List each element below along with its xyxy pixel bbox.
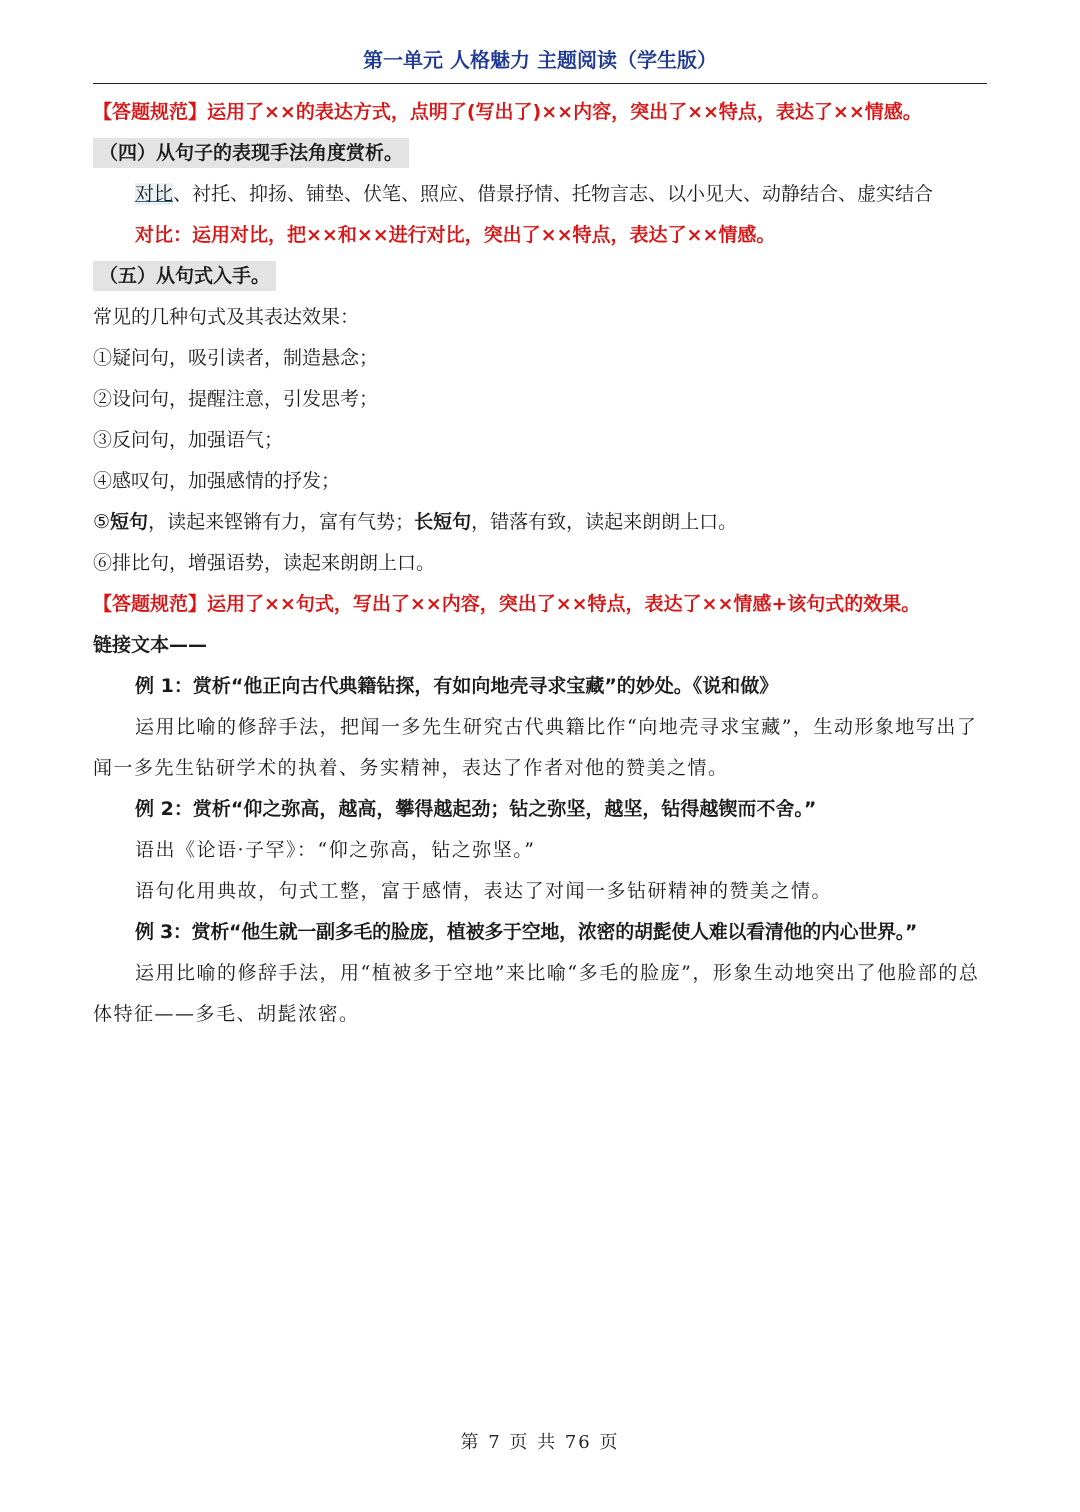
- section5-heading: （五）从句式入手。: [93, 261, 276, 291]
- section4-heading: （四）从句子的表现手法角度赏析。: [93, 138, 409, 168]
- sentence-type-item: ③反问句，加强语气；: [93, 429, 284, 451]
- answer-norm-2: [93, 584, 987, 625]
- contrast-example: 对比：运用对比，把××和××进行对比，突出了××特点，表达了××情感。: [135, 224, 776, 246]
- page-content: [93, 92, 987, 1035]
- example-3-heading: 例 3：赏析“他生就一副多毛的脸庞，植被多于空地，浓密的胡髭使人难以看清他的内心世界。”: [135, 921, 918, 943]
- long-short-sentence-label: 长短句: [414, 511, 472, 533]
- example-2-heading: 例 2：赏析“仰之弥高，越高，攀得越起劲；钻之弥坚，越坚，钻得越锲而不舍。”: [135, 798, 817, 820]
- answer-norm-2-text: 运用了××句式，写出了××内容，突出了××特点，表达了××情感+该句式的效果。: [207, 593, 921, 615]
- answer-norm-2-prefix: 【答题规范】: [93, 593, 208, 615]
- example-1-heading: 例 1：赏析“他正向古代典籍钻探，有如向地壳寻求宝藏”的妙处。《说和做》: [135, 675, 779, 697]
- section5-heading-row: [93, 256, 987, 297]
- techniques-first-highlight: 对比: [135, 183, 174, 205]
- answer-norm-1-text: 运用了××的表达方式，点明了(写出了)××内容，突出了××特点，表达了××情感。: [207, 101, 922, 123]
- short-sentence-text: ，读起来铿锵有力，富有气势；: [148, 511, 415, 533]
- answer-norm-1-prefix: 【答题规范】: [93, 101, 208, 123]
- example-3-analysis: 运用比喻的修辞手法，用“植被多于空地”来比喻“多毛的脸庞”，形象生动地突出了他脸部的总体特征——多毛、胡髭浓密。: [93, 962, 980, 1025]
- sentence-type-item: ⑥排比句，增强语势，读起来朗朗上口。: [93, 552, 436, 574]
- item5-num: ⑤: [93, 511, 111, 533]
- sentence-type-item: ④感叹句，加强感情的抒发；: [93, 470, 341, 492]
- answer-norm-1: [93, 92, 987, 133]
- page-number: 第 7 页 共 76 页: [460, 1432, 620, 1453]
- techniques-rest: 、衬托、抑扬、铺垫、伏笔、照应、借景抒情、托物言志、以小见大、动静结合、虚实结合: [173, 183, 934, 205]
- linked-text-title: 链接文本——: [93, 634, 208, 656]
- example-2-analysis: 语句化用典故，句式工整，富于感情，表达了对闻一多钻研精神的赞美之情。: [135, 880, 833, 902]
- section4-heading-row: [93, 133, 987, 174]
- page-header: 第一单元 人格魅力 主题阅读（学生版）: [93, 44, 987, 84]
- sentence-type-item: ①疑问句，吸引读者，制造悬念；: [93, 347, 379, 369]
- short-sentence-label: 短句: [110, 511, 149, 533]
- sentence-type-item: ②设问句，提醒注意，引发思考；: [93, 388, 379, 410]
- example-2-source: 语出《论语·子罕》：“仰之弥高，钻之弥坚。”: [135, 839, 536, 861]
- long-short-sentence-text: ，错落有致，读起来朗朗上口。: [471, 511, 738, 533]
- sentence-types-intro: 常见的几种句式及其表达效果：: [93, 306, 360, 328]
- sentence-type-item-5: [93, 502, 987, 543]
- example-1-analysis: 运用比喻的修辞手法，把闻一多先生研究古代典籍比作“向地壳寻求宝藏”，生动形象地写出了闻一多先生钻研学术的执着、务实精神，表达了作者对他的赞美之情。: [93, 716, 978, 779]
- techniques-list: [93, 174, 987, 215]
